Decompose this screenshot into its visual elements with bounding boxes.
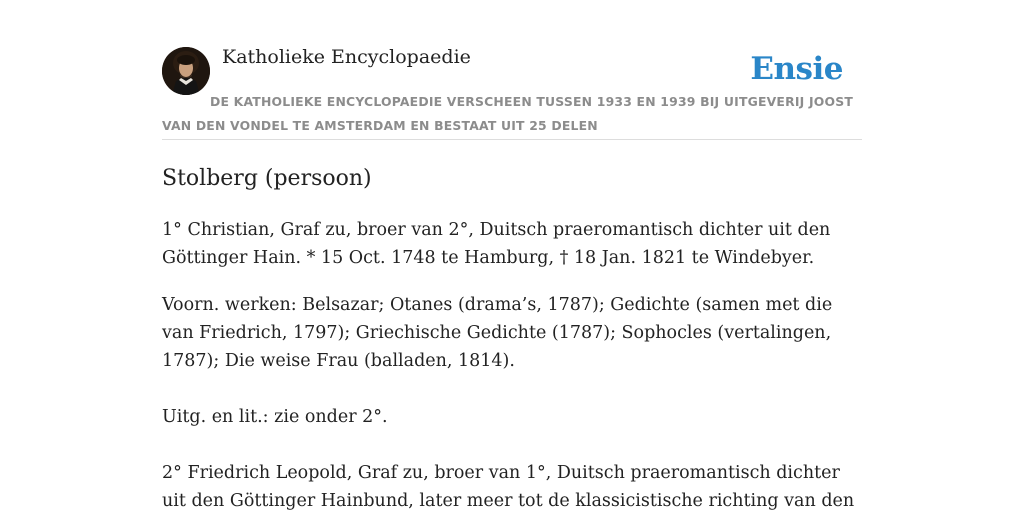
page-container <box>162 0 862 511</box>
site-title[interactable]: Katholieke Encyclopaedie <box>222 46 471 68</box>
article-title: Stolberg (persoon) <box>162 166 372 191</box>
site-header <box>162 0 862 140</box>
ensie-logo-link[interactable]: Ensie <box>750 51 843 87</box>
article-paragraph: 1° Christian, Graf zu, broer van 2°, Duitsch praeromantisch dichter uit den Göttinger Hain. * 15 Oct. 1748 te Hamburg, † 18 Jan. 1821 te Windebyer. <box>162 220 831 268</box>
portrait-avatar-icon[interactable] <box>162 47 210 95</box>
site-tagline: DE KATHOLIEKE ENCYCLOPAEDIE VERSCHEEN TUSSEN 1933 EN 1939 BIJ UITGEVERIJ JOOST VAN DEN VONDEL TE AMSTERDAM EN BESTAAT UIT 25 DELEN <box>162 94 854 133</box>
article-paragraph: Uitg. en lit.: zie onder 2°. <box>162 407 388 427</box>
portrait-avatar-graphic <box>162 47 210 95</box>
article-paragraph: Voorn. werken: Belsazar; Otanes (drama’s, 1787); Gedichte (samen met die van Friedrich, 1797); Griechische Gedichte (1787); Sophocles (vertalingen, 1787); Die weise Frau (balladen, 1814). <box>162 295 833 371</box>
article-paragraph: 2° Friedrich Leopold, Graf zu, broer van 1°, Duitsch praeromantisch dichter uit den Göttinger Hainbund, later meer tot de klassicistische richting van den <box>162 463 855 511</box>
